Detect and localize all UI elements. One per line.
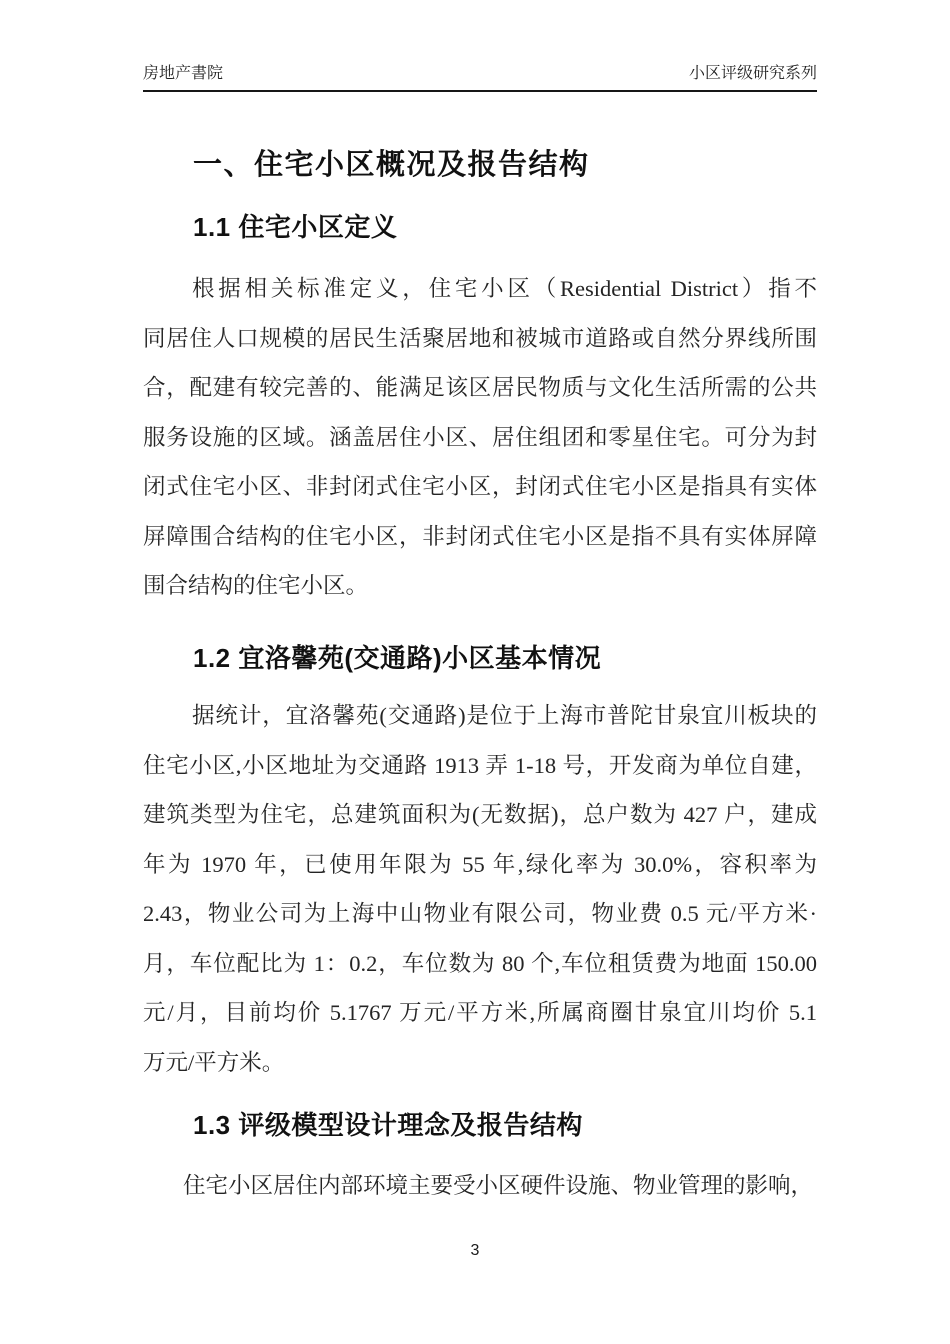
paragraph-line: 元/月，目前均价 5.1767 万元/平方米,所属商圈甘泉宜川均价 5.1 <box>143 1000 817 1025</box>
paragraph-line: 合，配建有较完善的、能满足该区居民物质与文化生活所需的公共 <box>143 375 817 400</box>
paragraph-line: 围合结构的住宅小区。 <box>143 573 369 598</box>
chapter-title: 一、住宅小区概况及报告结构 <box>193 149 590 181</box>
section-heading-1-2: 1.2 宜洛馨苑(交通路)小区基本情况 <box>193 643 602 673</box>
section-heading-1-1: 1.1 住宅小区定义 <box>193 212 398 242</box>
paragraph-line: 年为 1970 年，已使用年限为 55 年,绿化率为 30.0%，容积率为 <box>143 851 817 877</box>
paragraph-line: 屏障围合结构的住宅小区，非封闭式住宅小区是指不具有实体屏障 <box>143 523 817 549</box>
paragraph-line: 2.43，物业公司为上海中山物业有限公司，物业费 0.5 元/平方米· <box>143 901 817 926</box>
paragraph-line: 服务设施的区域。涵盖居住小区、居住组团和零星住宅。可分为封 <box>143 424 817 450</box>
paragraph-1-1 <box>143 264 817 611</box>
section-heading-1-3: 1.3 评级模型设计理念及报告结构 <box>193 1110 583 1140</box>
paragraph-1-2 <box>143 691 817 1087</box>
paragraph-line: 根据相关标准定义，住宅小区（Residential District）指不 <box>192 276 817 301</box>
header-right-text: 小区评级研究系列 <box>688 65 817 82</box>
paragraph-line: 建筑类型为住宅，总建筑面积为(无数据)，总户数为 427 户，建成 <box>143 802 817 827</box>
paragraph-line: 住宅小区,小区地址为交通路 1913 弄 1-18 号，开发商为单位自建， <box>143 752 817 778</box>
paragraph-line: 万元/平方米。 <box>143 1049 285 1075</box>
header-left-text: 房地产書院 <box>143 65 224 82</box>
page-number: 3 <box>470 1242 480 1259</box>
paragraph-line: 月，车位配比为 1：0.2，车位数为 80 个,车位租赁费为地面 150.00 <box>143 950 817 976</box>
page-header <box>143 60 817 92</box>
paragraph-line: 住宅小区居住内部环境主要受小区硬件设施、物业管理的影响， <box>183 1173 814 1198</box>
paragraph-1-3 <box>143 1161 817 1211</box>
paragraph-line: 同居住人口规模的居民生活聚居地和被城市道路或自然分界线所围 <box>143 325 817 351</box>
paragraph-line: 据统计，宜洛馨苑(交通路)是位于上海市普陀甘泉宜川板块的 <box>192 703 817 728</box>
paragraph-line: 闭式住宅小区、非封闭式住宅小区，封闭式住宅小区是指具有实体 <box>143 474 817 499</box>
